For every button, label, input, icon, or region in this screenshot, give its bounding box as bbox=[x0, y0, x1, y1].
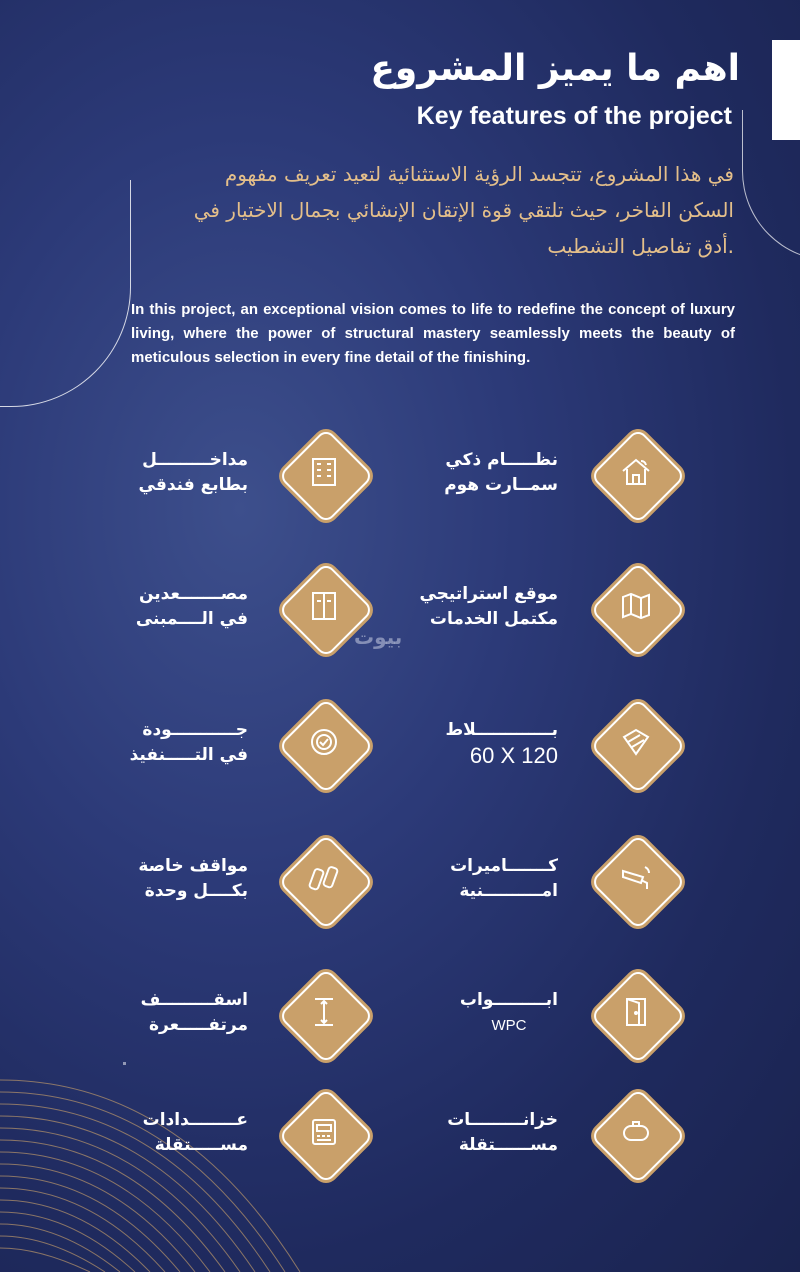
feature-line1: جـــــــــــودة bbox=[142, 720, 248, 740]
hotel-entrance-icon bbox=[302, 450, 346, 494]
feature-doors bbox=[420, 972, 670, 1052]
feature-line2: بكــــل وحدة bbox=[144, 881, 248, 901]
feature-line2: بطابع فندقي bbox=[138, 475, 248, 495]
door-icon bbox=[614, 990, 658, 1034]
feature-line1: مواقف خاصة bbox=[138, 856, 248, 876]
feature-parking bbox=[140, 838, 360, 918]
feature-line1: خزانـــــــــات bbox=[447, 1110, 558, 1130]
feature-line2: مرتفـــــعرة bbox=[149, 1015, 248, 1035]
decorative-arc-right bbox=[742, 110, 800, 261]
feature-line2: 60 X 120 bbox=[469, 743, 558, 768]
decorative-arc-left bbox=[0, 180, 131, 407]
intro-arabic-line: في هذا المشروع، تتجسد الرؤية الاستثنائية لتعيد تعريف مفهوم bbox=[224, 162, 734, 186]
intro-arabic-line: .أدق تفاصيل التشطيب bbox=[547, 234, 734, 258]
feature-location bbox=[420, 566, 670, 646]
feature-line1: كـــــــاميرات bbox=[450, 856, 558, 876]
feature-ceilings bbox=[140, 972, 360, 1052]
feature-line1: اسقـــــــــف bbox=[140, 990, 248, 1010]
elevator-icon bbox=[302, 584, 346, 628]
feature-line2: امــــــــــنية bbox=[459, 881, 558, 901]
decorative-dot bbox=[123, 1062, 126, 1065]
water-tank-icon bbox=[614, 1110, 658, 1154]
feature-line2: سمــارت هوم bbox=[444, 475, 558, 495]
feature-line1: مصـــــــعدين bbox=[138, 584, 248, 604]
smart-home-icon bbox=[614, 450, 658, 494]
security-camera-icon bbox=[614, 856, 658, 900]
feature-line1: موقع استراتيجي bbox=[419, 584, 558, 604]
feature-line2: مكتمل الخدمات bbox=[429, 609, 558, 629]
parking-cars-icon bbox=[302, 856, 346, 900]
feature-line1: بـــــــــــــلاط bbox=[445, 720, 558, 740]
feature-entrances bbox=[140, 432, 360, 512]
feature-cameras bbox=[420, 838, 670, 918]
electric-meter-icon bbox=[302, 1110, 346, 1154]
feature-line1: نظـــــام ذكي bbox=[445, 450, 558, 470]
feature-line2: مســــــتقلة bbox=[458, 1135, 558, 1155]
feature-line2: في الــــمبنى bbox=[135, 609, 248, 629]
feature-tiles bbox=[420, 702, 670, 782]
feature-line1: ابـــــــــواب bbox=[459, 990, 558, 1010]
feature-meters bbox=[140, 1092, 360, 1172]
feature-quality bbox=[129, 702, 360, 782]
feature-line1: مداخـــــــــل bbox=[142, 450, 248, 470]
page-title-arabic: اهم ما يميز المشروع bbox=[370, 48, 740, 89]
intro-english: In this project, an exceptional vision comes to life to redefine the concept of luxury living, where the power of structural mastery seamlessly meets the beauty of meticulous selection in every fine detail of the finishing. bbox=[131, 301, 735, 366]
intro-arabic-line: السكن الفاخر، حيث تلتقي قوة الإتقان الإنشائي بجمال الاختيار في bbox=[193, 198, 734, 222]
map-location-icon bbox=[614, 584, 658, 628]
feature-line2: WPC bbox=[491, 1017, 527, 1034]
quality-badge-icon bbox=[302, 720, 346, 764]
feature-smart-home bbox=[420, 432, 670, 512]
intro-arabic bbox=[124, 156, 734, 264]
feature-line2: في التـــــنفيذ bbox=[129, 745, 248, 765]
feature-elevators bbox=[135, 566, 360, 646]
feature-line2: مســـــتقلة bbox=[154, 1135, 248, 1155]
feature-tanks bbox=[420, 1092, 670, 1172]
feature-line1: عــــــــدادات bbox=[142, 1110, 248, 1130]
watermark-logo: بيوت bbox=[354, 625, 403, 649]
page-title-english: Key features of the project bbox=[416, 102, 732, 130]
tiles-icon bbox=[614, 720, 658, 764]
high-ceiling-icon bbox=[302, 990, 346, 1034]
